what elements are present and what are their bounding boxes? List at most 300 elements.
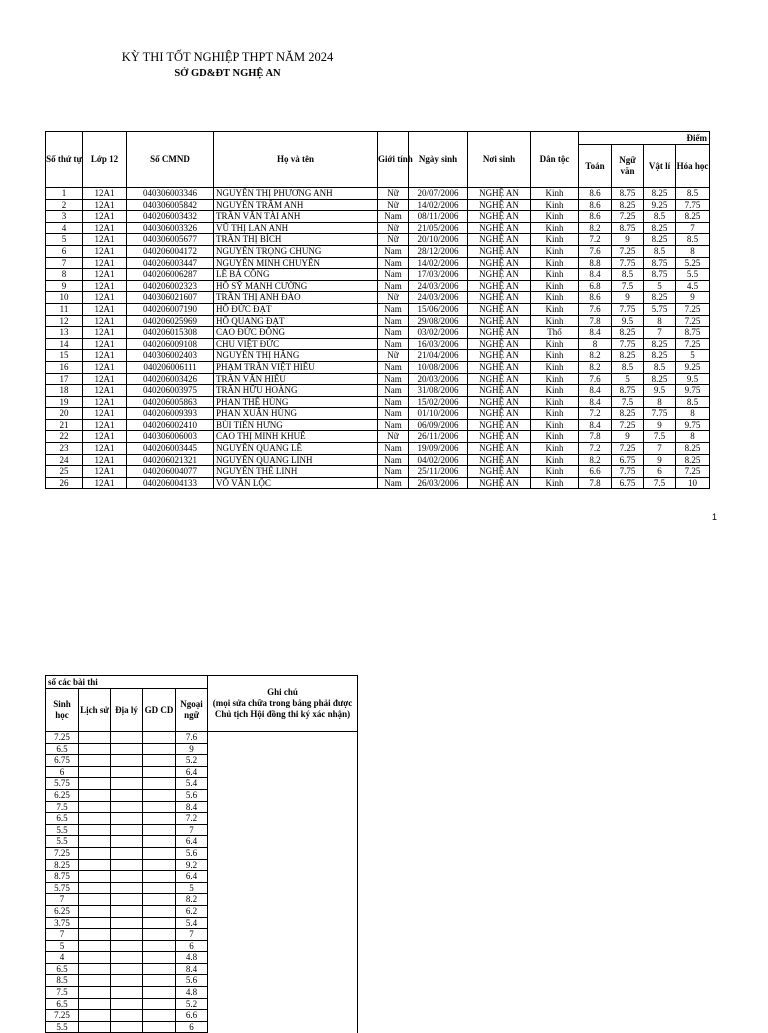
cell-ghichu — [208, 894, 358, 906]
ghichu-title: Ghi chú — [267, 687, 298, 697]
cell-hoten: VÕ VĂN LỘC — [214, 477, 378, 489]
cell-toan: 8.2 — [579, 361, 612, 373]
header-nguvan: Ngữ văn — [612, 145, 644, 188]
cell-ghichu — [208, 789, 358, 801]
table-row — [46, 199, 710, 211]
cell-gioitinh: Nam — [378, 396, 409, 408]
department-subtitle: SỞ GD&ĐT NGHỆ AN — [174, 68, 281, 79]
cell-toan: 7.8 — [579, 431, 612, 443]
cell-hoahoc: 5.25 — [676, 257, 710, 269]
table-row — [46, 269, 710, 281]
cell-dantoc: Kinh — [531, 234, 579, 246]
cell-gioitinh: Nam — [378, 443, 409, 455]
table-row — [46, 385, 710, 397]
cell-sinhhoc: 7.25 — [46, 1010, 79, 1022]
cell-diali — [111, 963, 143, 975]
header-group: số các bài thi — [46, 676, 208, 689]
cell-dantoc: Kinh — [531, 222, 579, 234]
cell-stt: 25 — [46, 466, 83, 478]
cell-lop: 12A1 — [83, 188, 127, 200]
cell-ngoaingu: 9.2 — [176, 859, 208, 871]
cell-noisinh: NGHỆ AN — [468, 327, 531, 339]
cell-vatli: 8 — [644, 396, 676, 408]
header-noisinh: Nơi sinh — [468, 132, 531, 188]
cell-ngaysinh: 06/09/2006 — [409, 419, 468, 431]
cell-toan: 6.8 — [579, 280, 612, 292]
cell-diali — [111, 801, 143, 813]
cell-lop: 12A1 — [83, 303, 127, 315]
cell-noisinh: NGHỆ AN — [468, 443, 531, 455]
cell-ngaysinh: 28/12/2006 — [409, 245, 468, 257]
cell-nguvan: 9 — [612, 431, 644, 443]
cell-toan: 8.4 — [579, 396, 612, 408]
cell-dantoc: Kinh — [531, 477, 579, 489]
cell-gioitinh: Nam — [378, 454, 409, 466]
cell-stt: 5 — [46, 234, 83, 246]
cell-hoten: HỒ SỸ MẠNH CƯỜNG — [214, 280, 378, 292]
cell-cmnd: 040206009393 — [127, 408, 214, 420]
header-diem: Điểm — [579, 132, 710, 145]
cell-gdcd — [143, 917, 176, 929]
cell-ngaysinh: 14/02/2006 — [409, 257, 468, 269]
cell-noisinh: NGHỆ AN — [468, 373, 531, 385]
cell-stt: 7 — [46, 257, 83, 269]
cell-ngaysinh: 24/03/2006 — [409, 280, 468, 292]
table-row — [46, 292, 710, 304]
cell-hoten: NGUYỄN TRỌNG CHUNG — [214, 245, 378, 257]
cell-toan: 6.6 — [579, 466, 612, 478]
cell-hoahoc: 9.5 — [676, 373, 710, 385]
cell-vatli: 5.75 — [644, 303, 676, 315]
cell-sinhhoc: 5.5 — [46, 824, 79, 836]
cell-lop: 12A1 — [83, 408, 127, 420]
cell-diali — [111, 789, 143, 801]
cell-vatli: 9 — [644, 454, 676, 466]
cell-toan: 8.6 — [579, 199, 612, 211]
cell-ngaysinh: 17/03/2006 — [409, 269, 468, 281]
cell-dantoc: Kinh — [531, 385, 579, 397]
cell-noisinh: NGHỆ AN — [468, 466, 531, 478]
table-row — [46, 361, 710, 373]
cell-cmnd: 040206006287 — [127, 269, 214, 281]
table-row — [46, 466, 710, 478]
cell-toan: 8.8 — [579, 257, 612, 269]
cell-gdcd — [143, 894, 176, 906]
cell-vatli: 8.5 — [644, 245, 676, 257]
cell-gdcd — [143, 940, 176, 952]
cell-lop: 12A1 — [83, 385, 127, 397]
cell-toan: 7.8 — [579, 315, 612, 327]
cell-cmnd: 040206009108 — [127, 338, 214, 350]
cell-lop: 12A1 — [83, 396, 127, 408]
cell-ngaysinh: 20/10/2006 — [409, 234, 468, 246]
cell-lop: 12A1 — [83, 327, 127, 339]
cell-noisinh: NGHỆ AN — [468, 396, 531, 408]
table-row — [46, 859, 358, 871]
cell-hoahoc: 9.75 — [676, 419, 710, 431]
cell-dantoc: Kinh — [531, 280, 579, 292]
cell-dantoc: Kinh — [531, 373, 579, 385]
cell-gdcd — [143, 952, 176, 964]
cell-stt: 6 — [46, 245, 83, 257]
cell-noisinh: NGHỆ AN — [468, 257, 531, 269]
cell-ngoaingu: 5.4 — [176, 778, 208, 790]
cell-nguvan: 8.75 — [612, 385, 644, 397]
cell-hoahoc: 7 — [676, 222, 710, 234]
cell-ngaysinh: 25/11/2006 — [409, 466, 468, 478]
cell-vatli: 8.25 — [644, 350, 676, 362]
cell-gdcd — [143, 755, 176, 767]
cell-diali — [111, 778, 143, 790]
cell-hoten: PHẠM TRẦN VIỆT HIẾU — [214, 361, 378, 373]
header-toan: Toán — [579, 145, 612, 188]
cell-diali — [111, 836, 143, 848]
cell-ghichu — [208, 998, 358, 1010]
cell-ghichu — [208, 836, 358, 848]
cell-lichsu — [79, 1010, 111, 1022]
cell-vatli: 8.25 — [644, 222, 676, 234]
cell-gioitinh: Nữ — [378, 188, 409, 200]
cell-cmnd: 040206015308 — [127, 327, 214, 339]
table-row — [46, 871, 358, 883]
cell-dantoc: Kinh — [531, 466, 579, 478]
header-ghichu — [208, 676, 358, 732]
cell-nguvan: 7.75 — [612, 303, 644, 315]
table-row — [46, 327, 710, 339]
cell-dantoc: Kinh — [531, 361, 579, 373]
header-stt: Số thứ tự — [46, 132, 83, 188]
cell-lop: 12A1 — [83, 466, 127, 478]
cell-ghichu — [208, 929, 358, 941]
cell-stt: 21 — [46, 419, 83, 431]
table-row — [46, 443, 710, 455]
cell-ngoaingu: 5.6 — [176, 789, 208, 801]
cell-lichsu — [79, 882, 111, 894]
table-row — [46, 454, 710, 466]
cell-nguvan: 7.75 — [612, 257, 644, 269]
cell-noisinh: NGHỆ AN — [468, 222, 531, 234]
cell-gioitinh: Nam — [378, 477, 409, 489]
cell-noisinh: NGHỆ AN — [468, 199, 531, 211]
cell-stt: 20 — [46, 408, 83, 420]
cell-ngoaingu: 7 — [176, 824, 208, 836]
score-table-part-2-body — [46, 732, 358, 1033]
cell-hoahoc: 7.25 — [676, 303, 710, 315]
cell-hoahoc: 8.5 — [676, 234, 710, 246]
table-row — [46, 998, 358, 1010]
cell-cmnd: 040306003326 — [127, 222, 214, 234]
cell-ngoaingu: 6.2 — [176, 905, 208, 917]
cell-dantoc: Kinh — [531, 443, 579, 455]
cell-diali — [111, 766, 143, 778]
cell-hoten: TRẦN THỊ BÍCH — [214, 234, 378, 246]
cell-stt: 2 — [46, 199, 83, 211]
cell-cmnd: 040206005863 — [127, 396, 214, 408]
cell-nguvan: 7.25 — [612, 211, 644, 223]
cell-diali — [111, 859, 143, 871]
cell-ngoaingu: 6.4 — [176, 871, 208, 883]
cell-sinhhoc: 5.5 — [46, 1021, 79, 1033]
cell-gdcd — [143, 732, 176, 744]
header-cmnd: Số CMND — [127, 132, 214, 188]
cell-sinhhoc: 8.75 — [46, 871, 79, 883]
cell-nguvan: 9.5 — [612, 315, 644, 327]
cell-sinhhoc: 5 — [46, 940, 79, 952]
cell-gioitinh: Nữ — [378, 350, 409, 362]
table-row — [46, 929, 358, 941]
cell-dantoc: Kinh — [531, 338, 579, 350]
cell-diali — [111, 824, 143, 836]
cell-diali — [111, 871, 143, 883]
cell-lichsu — [79, 813, 111, 825]
cell-stt: 4 — [46, 222, 83, 234]
cell-nguvan: 6.75 — [612, 477, 644, 489]
cell-lop: 12A1 — [83, 315, 127, 327]
cell-toan: 8.4 — [579, 419, 612, 431]
cell-sinhhoc: 7 — [46, 894, 79, 906]
cell-ghichu — [208, 952, 358, 964]
cell-hoten: BÙI TIẾN HƯNG — [214, 419, 378, 431]
table-row — [46, 894, 358, 906]
cell-ngaysinh: 20/03/2006 — [409, 373, 468, 385]
table-row — [46, 431, 710, 443]
cell-gdcd — [143, 813, 176, 825]
table-row — [46, 743, 358, 755]
cell-gioitinh: Nam — [378, 280, 409, 292]
cell-ngaysinh: 29/08/2006 — [409, 315, 468, 327]
cell-ngoaingu: 6.4 — [176, 766, 208, 778]
cell-gdcd — [143, 766, 176, 778]
cell-nguvan: 8.25 — [612, 199, 644, 211]
cell-sinhhoc: 5.75 — [46, 882, 79, 894]
cell-vatli: 8.25 — [644, 373, 676, 385]
cell-stt: 24 — [46, 454, 83, 466]
cell-sinhhoc: 8.5 — [46, 975, 79, 987]
cell-vatli: 5 — [644, 280, 676, 292]
cell-hoten: NGUYỄN THỊ HẰNG — [214, 350, 378, 362]
cell-ngaysinh: 15/06/2006 — [409, 303, 468, 315]
table-row — [46, 257, 710, 269]
cell-ngaysinh: 16/03/2006 — [409, 338, 468, 350]
cell-ngaysinh: 10/08/2006 — [409, 361, 468, 373]
table-row — [46, 836, 358, 848]
cell-lop: 12A1 — [83, 419, 127, 431]
cell-noisinh: NGHỆ AN — [468, 454, 531, 466]
cell-nguvan: 5 — [612, 373, 644, 385]
cell-gioitinh: Nam — [378, 419, 409, 431]
cell-sinhhoc: 6 — [46, 766, 79, 778]
cell-lichsu — [79, 929, 111, 941]
cell-vatli: 8.5 — [644, 211, 676, 223]
cell-stt: 14 — [46, 338, 83, 350]
cell-diali — [111, 755, 143, 767]
cell-gdcd — [143, 1021, 176, 1033]
cell-ngoaingu: 8.2 — [176, 894, 208, 906]
cell-diali — [111, 998, 143, 1010]
cell-lichsu — [79, 732, 111, 744]
cell-hoten: TRẦN VĂN HIẾU — [214, 373, 378, 385]
cell-noisinh: NGHỆ AN — [468, 338, 531, 350]
cell-ngoaingu: 5.2 — [176, 755, 208, 767]
table-row — [46, 755, 358, 767]
table-row — [46, 1021, 358, 1033]
cell-toan: 8.4 — [579, 327, 612, 339]
cell-gioitinh: Nam — [378, 385, 409, 397]
cell-gdcd — [143, 847, 176, 859]
cell-ghichu — [208, 1010, 358, 1022]
cell-cmnd: 040206004133 — [127, 477, 214, 489]
cell-noisinh: NGHỆ AN — [468, 408, 531, 420]
cell-ngaysinh: 04/02/2006 — [409, 454, 468, 466]
cell-vatli: 8.25 — [644, 292, 676, 304]
cell-lop: 12A1 — [83, 431, 127, 443]
cell-ngaysinh: 03/02/2006 — [409, 327, 468, 339]
cell-hoahoc: 7.25 — [676, 338, 710, 350]
cell-lichsu — [79, 963, 111, 975]
table-row — [46, 987, 358, 999]
cell-ngoaingu: 5.2 — [176, 998, 208, 1010]
cell-stt: 16 — [46, 361, 83, 373]
cell-hoten: LÊ BÁ CÔNG — [214, 269, 378, 281]
cell-nguvan: 7.5 — [612, 280, 644, 292]
cell-lichsu — [79, 778, 111, 790]
cell-ghichu — [208, 882, 358, 894]
cell-cmnd: 040306021607 — [127, 292, 214, 304]
cell-lichsu — [79, 871, 111, 883]
cell-gdcd — [143, 789, 176, 801]
cell-noisinh: NGHỆ AN — [468, 350, 531, 362]
cell-vatli: 8.75 — [644, 257, 676, 269]
cell-lop: 12A1 — [83, 443, 127, 455]
cell-hoahoc: 9.75 — [676, 385, 710, 397]
cell-cmnd: 040206006111 — [127, 361, 214, 373]
cell-gdcd — [143, 743, 176, 755]
cell-ghichu — [208, 905, 358, 917]
cell-hoahoc: 8.25 — [676, 454, 710, 466]
cell-toan: 8.4 — [579, 269, 612, 281]
cell-ngaysinh: 01/10/2006 — [409, 408, 468, 420]
table-row — [46, 963, 358, 975]
header-lichsu: Lịch sử — [79, 689, 111, 732]
cell-stt: 11 — [46, 303, 83, 315]
page-number: 1 — [712, 512, 718, 522]
cell-sinhhoc: 7.25 — [46, 732, 79, 744]
cell-noisinh: NGHỆ AN — [468, 385, 531, 397]
cell-vatli: 7.75 — [644, 408, 676, 420]
cell-sinhhoc: 3.75 — [46, 917, 79, 929]
cell-sinhhoc: 6.75 — [46, 755, 79, 767]
cell-ngoaingu: 5.4 — [176, 917, 208, 929]
cell-sinhhoc: 6.25 — [46, 789, 79, 801]
score-table-part-1 — [45, 131, 710, 489]
cell-lichsu — [79, 836, 111, 848]
cell-cmnd: 040206003426 — [127, 373, 214, 385]
cell-diali — [111, 732, 143, 744]
cell-lichsu — [79, 766, 111, 778]
cell-ghichu — [208, 766, 358, 778]
cell-lop: 12A1 — [83, 361, 127, 373]
cell-hoahoc: 9 — [676, 292, 710, 304]
cell-dantoc: Kinh — [531, 303, 579, 315]
cell-toan: 7.2 — [579, 443, 612, 455]
cell-nguvan: 7.25 — [612, 245, 644, 257]
cell-cmnd: 040206002410 — [127, 419, 214, 431]
cell-hoten: VŨ THỊ LAN ANH — [214, 222, 378, 234]
cell-dantoc: Kinh — [531, 419, 579, 431]
cell-toan: 8.6 — [579, 211, 612, 223]
cell-gioitinh: Nam — [378, 245, 409, 257]
cell-hoten: NGUYỄN MINH CHUYÊN — [214, 257, 378, 269]
cell-lichsu — [79, 975, 111, 987]
cell-dantoc: Kinh — [531, 257, 579, 269]
cell-hoahoc: 8 — [676, 431, 710, 443]
cell-hoten: NGUYỄN QUANG LÊ — [214, 443, 378, 455]
table-row — [46, 338, 710, 350]
cell-diali — [111, 940, 143, 952]
cell-dantoc: Kinh — [531, 211, 579, 223]
cell-gdcd — [143, 882, 176, 894]
cell-gdcd — [143, 975, 176, 987]
cell-lichsu — [79, 905, 111, 917]
cell-hoten: NGUYỄN TRÂM ANH — [214, 199, 378, 211]
cell-gdcd — [143, 929, 176, 941]
cell-ngaysinh: 26/11/2006 — [409, 431, 468, 443]
table-row — [46, 813, 358, 825]
table-row — [46, 917, 358, 929]
header-hoahoc: Hóa học — [676, 145, 710, 188]
cell-ghichu — [208, 813, 358, 825]
cell-cmnd: 040206004077 — [127, 466, 214, 478]
cell-gdcd — [143, 871, 176, 883]
table-row — [46, 396, 710, 408]
cell-toan: 7.2 — [579, 408, 612, 420]
cell-hoten: CAO ĐỨC ĐÔNG — [214, 327, 378, 339]
cell-dantoc: Kinh — [531, 454, 579, 466]
cell-hoten: NGUYỄN QUANG LINH — [214, 454, 378, 466]
cell-ghichu — [208, 975, 358, 987]
cell-hoahoc: 7.25 — [676, 315, 710, 327]
score-table-part-2 — [45, 675, 358, 1033]
cell-vatli: 9 — [644, 419, 676, 431]
cell-toan: 7.6 — [579, 245, 612, 257]
cell-cmnd: 040306006003 — [127, 431, 214, 443]
cell-cmnd: 040306002403 — [127, 350, 214, 362]
table-row — [46, 211, 710, 223]
cell-diali — [111, 882, 143, 894]
cell-lichsu — [79, 952, 111, 964]
cell-ngoaingu: 7.2 — [176, 813, 208, 825]
cell-noisinh: NGHỆ AN — [468, 245, 531, 257]
header-lop: Lớp 12 — [83, 132, 127, 188]
header-dantoc: Dân tộc — [531, 132, 579, 188]
cell-hoten: TRẦN HỮU HOÀNG — [214, 385, 378, 397]
cell-noisinh: NGHỆ AN — [468, 269, 531, 281]
cell-lop: 12A1 — [83, 292, 127, 304]
cell-cmnd: 040306003346 — [127, 188, 214, 200]
cell-hoahoc: 7.25 — [676, 466, 710, 478]
cell-ngaysinh: 08/11/2006 — [409, 211, 468, 223]
cell-nguvan: 7.75 — [612, 466, 644, 478]
cell-lichsu — [79, 824, 111, 836]
cell-ngoaingu: 5.6 — [176, 847, 208, 859]
cell-gdcd — [143, 1010, 176, 1022]
cell-toan: 8 — [579, 338, 612, 350]
cell-diali — [111, 952, 143, 964]
table-row — [46, 350, 710, 362]
cell-hoahoc: 8.25 — [676, 443, 710, 455]
cell-sinhhoc: 7.25 — [46, 847, 79, 859]
cell-gdcd — [143, 801, 176, 813]
